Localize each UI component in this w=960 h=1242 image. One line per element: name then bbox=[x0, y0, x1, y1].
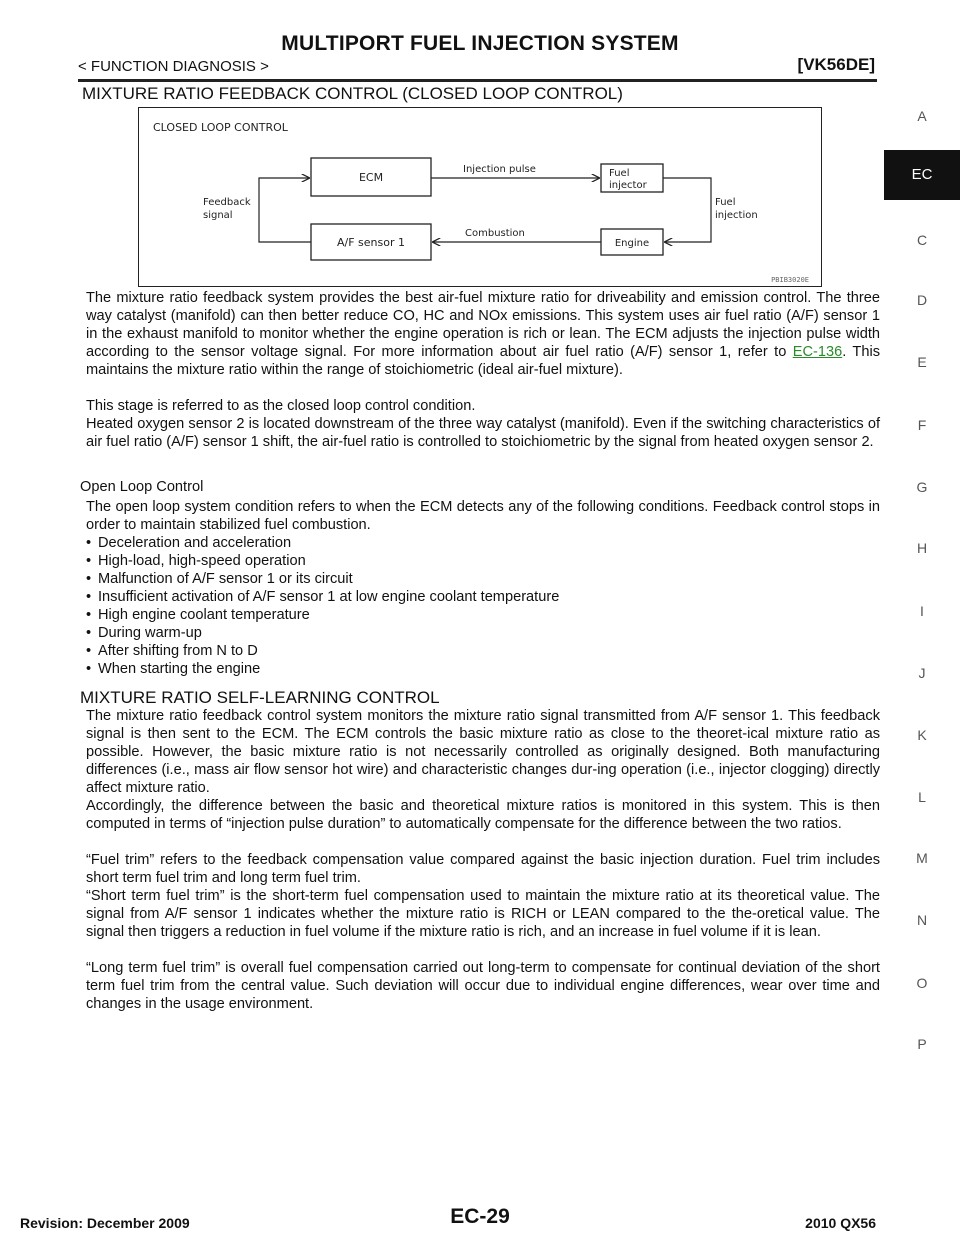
header-rule bbox=[78, 79, 877, 82]
closed-loop-paragraph-1: The mixture ratio feedback system provides the best air-fuel mixture ratio for driveability and emission control. The three way catalyst (manifold) can then better reduce CO, HC and NOx emissions. This system uses air fuel ratio (A/F) sensor 1 in the exhaust manifold to monitor whether the engine operation is rich or lean. The ECM adjusts the injection pulse width according to the sensor voltage signal. For more information about air fuel ratio (A/F) sensor 1, refer to EC-136. This maintains the mixture ratio within the range of stoichiometric (ideal air-fuel mixture). bbox=[86, 290, 880, 378]
list-item: • Insufficient activation of A/F sensor 1 at low engine coolant temperature bbox=[86, 588, 559, 606]
list-item: • Deceleration and acceleration bbox=[86, 534, 559, 552]
fuel-injection-label-1: Fuel bbox=[715, 197, 736, 208]
engine-label: Engine bbox=[614, 238, 650, 249]
list-item: • After shifting from N to D bbox=[86, 642, 559, 660]
closed-loop-diagram bbox=[138, 107, 822, 287]
self-learning-paragraph-3: “Fuel trim” refers to the feedback compensation value compared against the basic injection duration. Fuel trim includes short term fuel trim and long term fuel trim. bbox=[86, 852, 880, 886]
open-loop-paragraph: The open loop system condition refers to when the ECM detects any of the following conditions. Feedback control stops in order to maintain stabilized fuel combustion. bbox=[86, 499, 880, 533]
open-loop-list bbox=[86, 534, 559, 678]
side-nav-letter-d[interactable]: D bbox=[916, 292, 928, 308]
section-heading-self-learning: MIXTURE RATIO SELF-LEARNING CONTROL bbox=[80, 688, 440, 707]
side-nav-letter-j[interactable]: J bbox=[918, 665, 926, 681]
page-number: EC-29 bbox=[450, 1205, 510, 1228]
side-nav-letter-h[interactable]: H bbox=[916, 540, 928, 556]
fuel-injector-label-1: Fuel bbox=[609, 168, 630, 179]
side-nav-letter-n[interactable]: N bbox=[916, 912, 928, 928]
diagram-code: PBIB3020E bbox=[771, 276, 809, 284]
fuel-injection-path bbox=[663, 178, 711, 242]
ecm-label: ECM bbox=[358, 171, 384, 184]
self-learning-paragraph-5: “Long term fuel trim” is overall fuel compensation carried out long-term to compensate for continual deviation of the short term fuel trim from the central value. Such deviation will occur due to individual engine differences, wear over time and changes in the usage environment. bbox=[86, 960, 880, 1012]
feedback-signal-path bbox=[259, 178, 311, 242]
list-item: • High-load, high-speed operation bbox=[86, 552, 559, 570]
section-label: < FUNCTION DIAGNOSIS > bbox=[78, 58, 269, 75]
section-heading-closed-loop: MIXTURE RATIO FEEDBACK CONTROL (CLOSED LOOP CONTROL) bbox=[82, 84, 623, 103]
model-year: 2010 QX56 bbox=[805, 1215, 876, 1231]
list-item: • Malfunction of A/F sensor 1 or its circuit bbox=[86, 570, 559, 588]
side-nav-active-ec[interactable]: EC bbox=[884, 150, 960, 200]
side-nav-letter-f[interactable]: F bbox=[917, 417, 927, 433]
model-label: [VK56DE] bbox=[797, 55, 875, 74]
self-learning-paragraph-4: “Short term fuel trim” is the short-term fuel compensation used to maintain the mixture ratio at its theoretical value. The signal from A/F sensor 1 indicates whether the mixture ratio is RICH or LEAN compared to the the-oretical value. The signal then triggers a reduction in fuel volume if the mixture ratio is rich, and an increase in fuel volume if it is lean. bbox=[86, 888, 880, 940]
list-item: • High engine coolant temperature bbox=[86, 606, 559, 624]
side-nav-letter-l[interactable]: L bbox=[918, 789, 926, 805]
self-learning-paragraph-1: The mixture ratio feedback control system monitors the mixture ratio signal transmitted from A/F sensor 1. This feedback signal is then sent to the ECM. The ECM controls the basic mixture ratio as close to the theoret-ical mixture ratio as possible. However, the basic mixture ratio is not necessarily controlled as originally designed. Both manufacturing differences (i.e., mass air flow sensor hot wire) and characteristic changes dur-ing operation (i.e., injector clogging) directly affect mixture ratio. bbox=[86, 708, 880, 796]
page-title: MULTIPORT FUEL INJECTION SYSTEM bbox=[281, 32, 679, 55]
combustion-label: Combustion bbox=[465, 228, 525, 239]
side-nav-letter-g[interactable]: G bbox=[916, 479, 928, 495]
diagram-title: CLOSED LOOP CONTROL bbox=[153, 121, 288, 134]
side-nav-letter-i[interactable]: I bbox=[920, 603, 924, 619]
open-loop-heading: Open Loop Control bbox=[80, 479, 204, 495]
fuel-injection-label-2: injection bbox=[715, 210, 758, 221]
side-nav-letter-k[interactable]: K bbox=[917, 727, 927, 743]
self-learning-paragraph-2: Accordingly, the difference between the basic and theoretical mixture ratios is monitored in this system. This is then computed in terms of “injection pulse duration” to automatically compensate for the difference between the two ratios. bbox=[86, 798, 880, 832]
side-nav-letter-e[interactable]: E bbox=[917, 354, 927, 370]
injection-pulse-label: Injection pulse bbox=[463, 164, 536, 175]
list-item: • During warm-up bbox=[86, 624, 559, 642]
revision-date: Revision: December 2009 bbox=[20, 1215, 190, 1231]
list-item: • When starting the engine bbox=[86, 660, 559, 678]
side-nav-letter-o[interactable]: O bbox=[916, 975, 928, 991]
closed-loop-paragraph-3: Heated oxygen sensor 2 is located downstream of the three way catalyst (manifold). Even if the switching characteristics of air fuel ratio (A/F) sensor 1 shift, the air-fuel ratio is controlled to stoichiometric by the signal from heated oxygen sensor 2. bbox=[86, 416, 880, 450]
side-nav-letter-c[interactable]: C bbox=[916, 232, 928, 248]
side-nav-letter-m[interactable]: M bbox=[916, 850, 928, 866]
side-nav-letter-p[interactable]: P bbox=[917, 1036, 927, 1052]
side-nav-letter-a[interactable]: A bbox=[917, 108, 927, 124]
fuel-injector-label-2: injector bbox=[609, 180, 647, 191]
feedback-label-2: signal bbox=[203, 210, 233, 221]
feedback-label-1: Feedback bbox=[203, 197, 251, 208]
ec-136-link[interactable]: EC-136 bbox=[792, 344, 843, 360]
af-sensor-label: A/F sensor 1 bbox=[336, 236, 406, 249]
closed-loop-paragraph-2: This stage is referred to as the closed loop control condition. bbox=[86, 398, 476, 414]
